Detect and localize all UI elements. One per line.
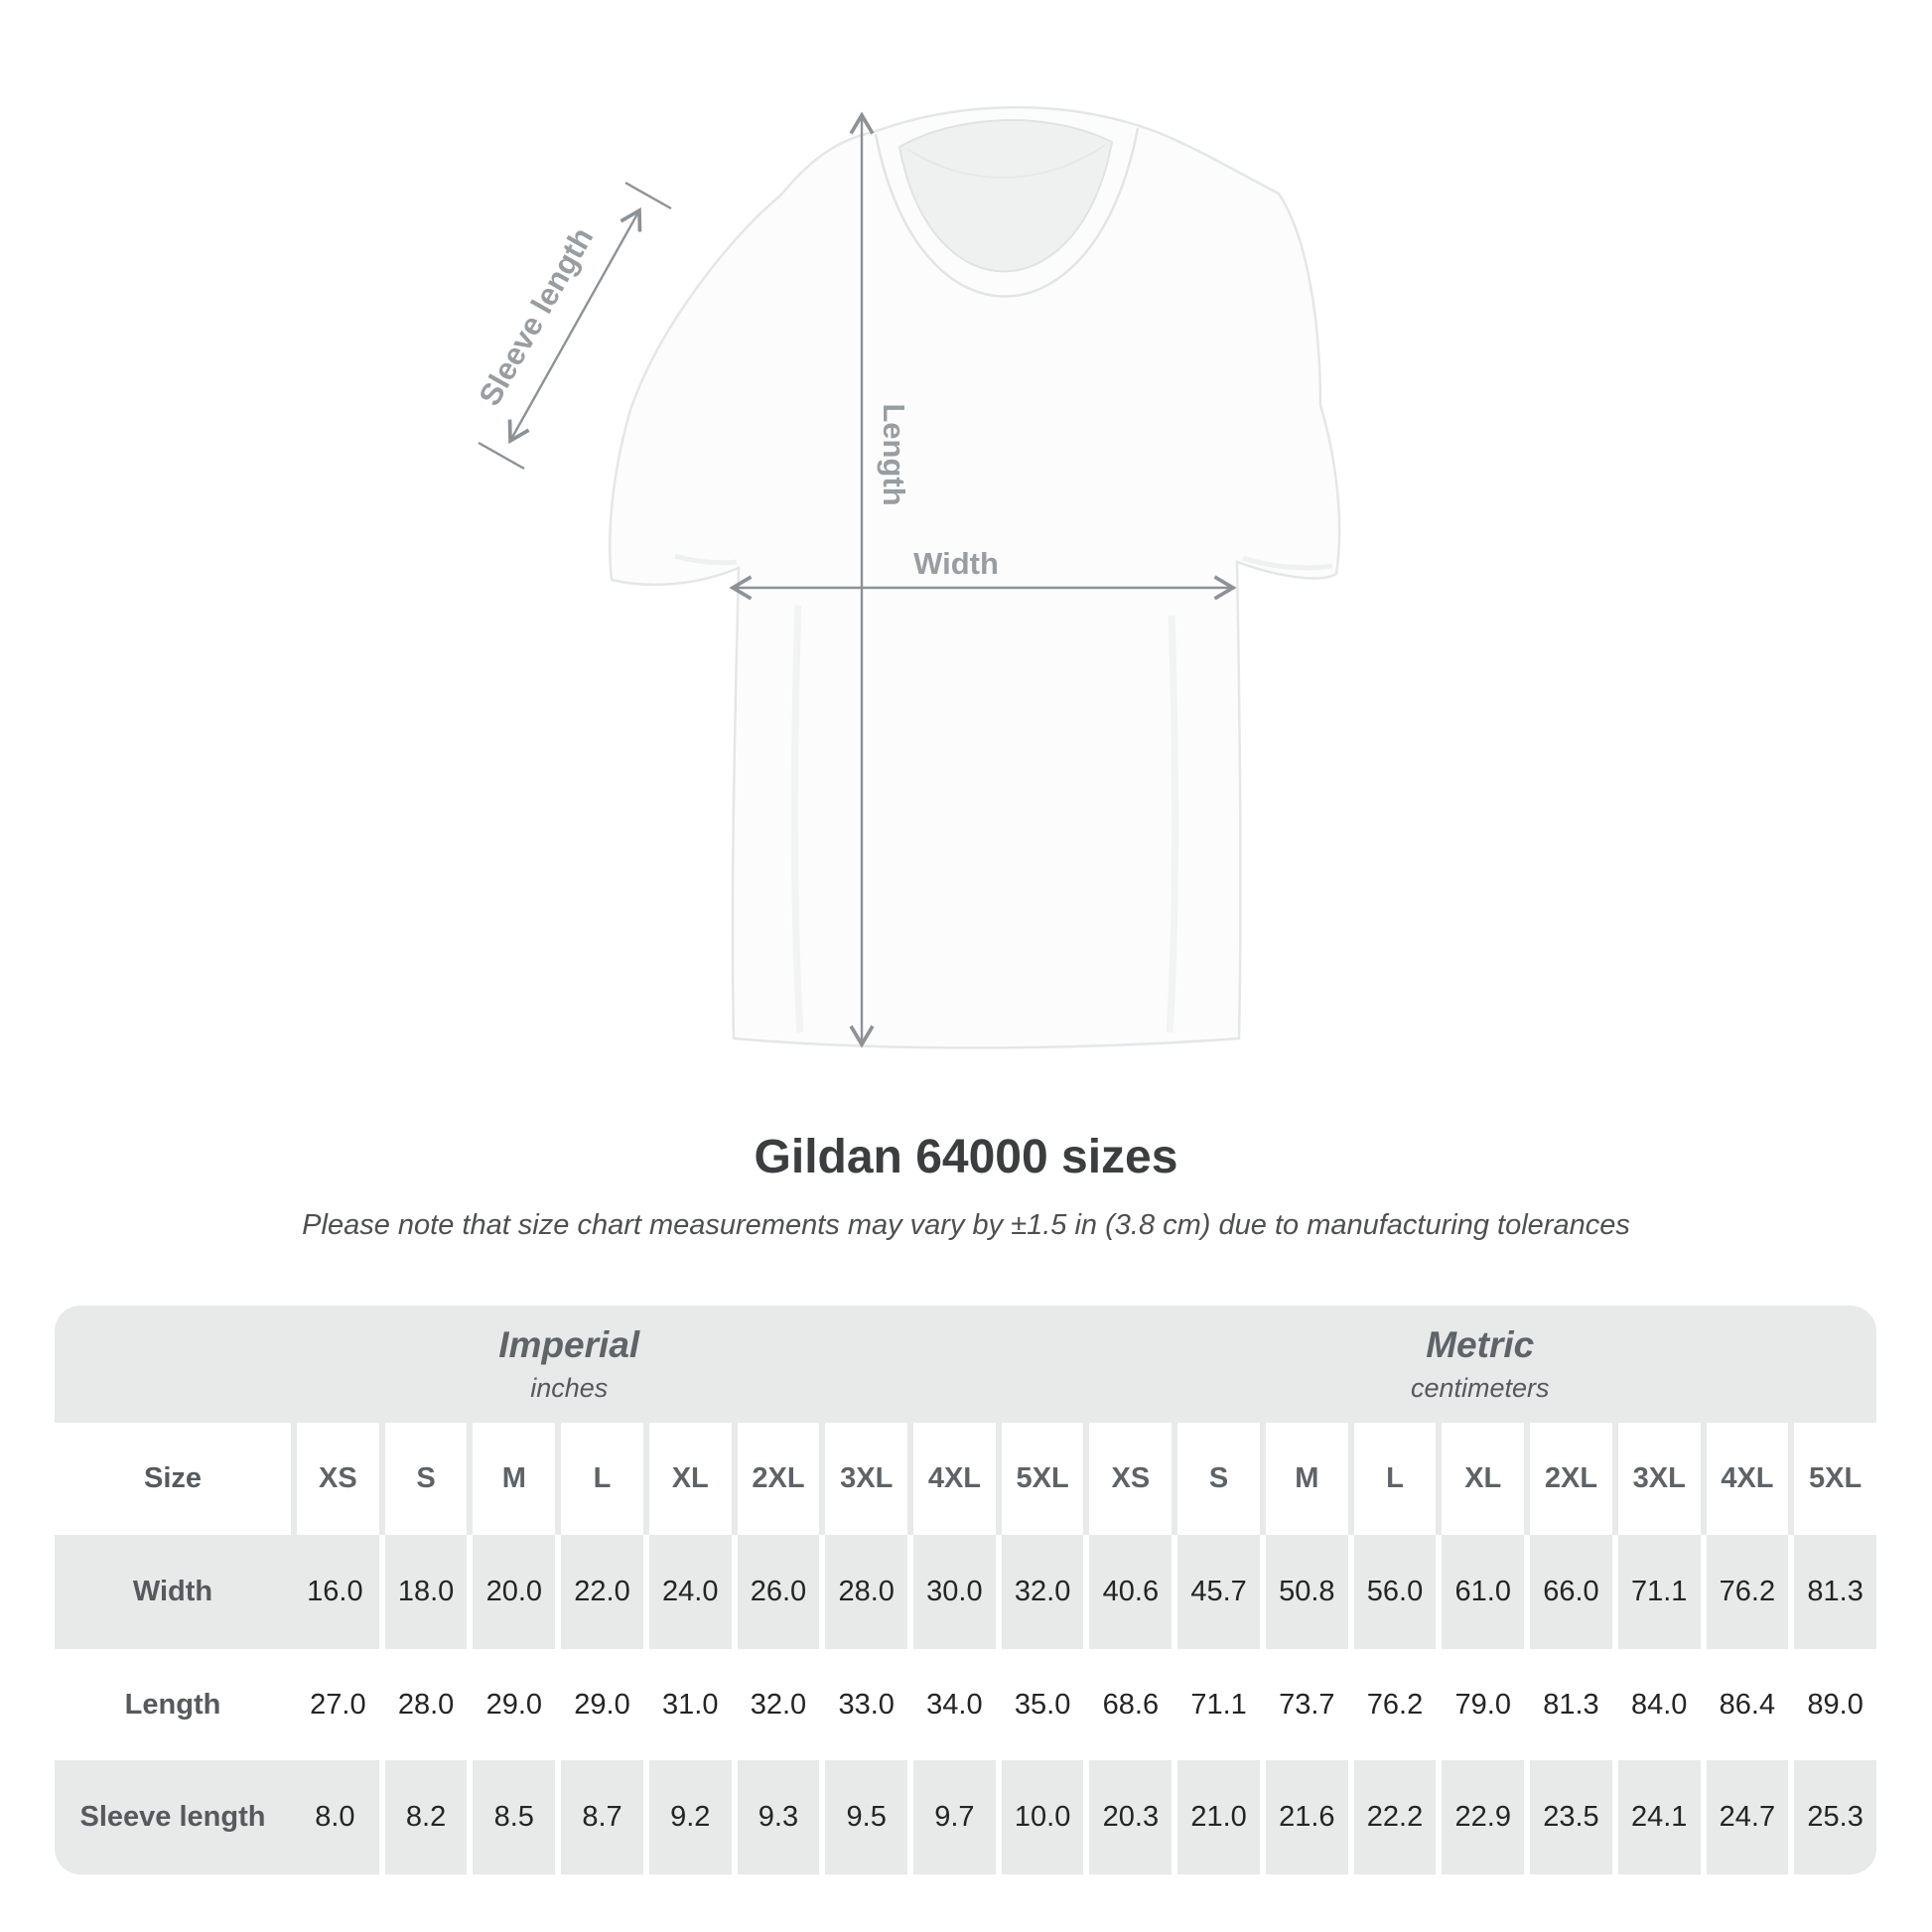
width-label: Width bbox=[913, 546, 999, 581]
sleeve-imperial-xl: 9.2 bbox=[643, 1760, 732, 1874]
imperial-unit: inches bbox=[530, 1373, 609, 1403]
width-metric-m: 50.8 bbox=[1260, 1535, 1348, 1649]
sleeve-length-label: Sleeve length bbox=[472, 221, 601, 412]
sleeve-imperial-xs: 8.0 bbox=[315, 1801, 355, 1833]
width-metric-s: 45.7 bbox=[1172, 1535, 1260, 1649]
size-col-metric-3xl: 3XL bbox=[1612, 1423, 1701, 1535]
length-label: Length bbox=[877, 403, 911, 506]
length-metric-3xl: 84.0 bbox=[1612, 1649, 1701, 1760]
sleeve-metric-3xl: 24.1 bbox=[1612, 1760, 1701, 1874]
page-title: Gildan 64000 sizes bbox=[754, 1131, 1178, 1183]
row-label-length: Length bbox=[55, 1649, 291, 1760]
length-metric-5xl: 89.0 bbox=[1788, 1649, 1876, 1760]
sleeve-metric-xs: 20.3 bbox=[1083, 1760, 1172, 1874]
width-metric-xl: 61.0 bbox=[1436, 1535, 1524, 1649]
width-metric-l: 56.0 bbox=[1348, 1535, 1437, 1649]
size-col-imperial-4xl: 4XL bbox=[907, 1423, 996, 1535]
tolerance-note: Please note that size chart measurements may vary by ±1.5 in (3.8 cm) due to manufacturing tolerances bbox=[302, 1209, 1630, 1241]
size-col-metric-l: L bbox=[1348, 1423, 1437, 1535]
sleeve-imperial-m: 8.5 bbox=[467, 1760, 555, 1874]
width-imperial-m: 20.0 bbox=[467, 1535, 555, 1649]
width-metric-3xl: 71.1 bbox=[1612, 1535, 1701, 1649]
size-col-imperial-5xl: 5XL bbox=[996, 1423, 1084, 1535]
length-metric-s: 71.1 bbox=[1172, 1649, 1260, 1760]
width-imperial-xs: 16.0 bbox=[307, 1576, 363, 1607]
width-imperial-4xl: 30.0 bbox=[907, 1535, 996, 1649]
size-col-imperial-xl: XL bbox=[643, 1423, 732, 1535]
length-imperial-3xl: 33.0 bbox=[819, 1649, 907, 1760]
sleeve-metric-s: 21.0 bbox=[1172, 1760, 1260, 1874]
size-col-imperial-xs: XS bbox=[291, 1423, 379, 1535]
width-imperial-3xl: 28.0 bbox=[819, 1535, 907, 1649]
length-imperial-s: 28.0 bbox=[379, 1649, 468, 1760]
size-col-metric-5xl: 5XL bbox=[1788, 1423, 1876, 1535]
row-label-width: Width bbox=[132, 1576, 213, 1607]
width-metric-5xl: 81.3 bbox=[1788, 1535, 1876, 1649]
sleeve-imperial-5xl: 10.0 bbox=[996, 1760, 1084, 1874]
sleeve-measure-tick-bottom bbox=[479, 443, 524, 469]
sleeve-imperial-s: 8.2 bbox=[379, 1760, 468, 1874]
width-metric-2xl: 66.0 bbox=[1524, 1535, 1612, 1649]
size-col-metric-s: S bbox=[1172, 1423, 1260, 1535]
length-imperial-m: 29.0 bbox=[467, 1649, 555, 1760]
length-metric-xs: 68.6 bbox=[1083, 1649, 1172, 1760]
sleeve-metric-l: 22.2 bbox=[1348, 1760, 1437, 1874]
size-col-imperial-2xl: 2XL bbox=[732, 1423, 820, 1535]
sleeve-measure-tick-top bbox=[625, 183, 671, 208]
size-col-imperial-3xl: 3XL bbox=[819, 1423, 907, 1535]
size-col-imperial-l: L bbox=[555, 1423, 643, 1535]
width-metric-xs: 40.6 bbox=[1083, 1535, 1172, 1649]
sleeve-metric-5xl: 25.3 bbox=[1788, 1760, 1876, 1874]
width-imperial-l: 22.0 bbox=[555, 1535, 643, 1649]
sleeve-metric-4xl: 24.7 bbox=[1701, 1760, 1789, 1874]
width-imperial-2xl: 26.0 bbox=[732, 1535, 820, 1649]
size-col-metric-xs: XS bbox=[1083, 1423, 1172, 1535]
sleeve-imperial-l: 8.7 bbox=[555, 1760, 643, 1874]
size-col-metric-xl: XL bbox=[1436, 1423, 1524, 1535]
metric-label: Metric bbox=[1426, 1324, 1535, 1365]
sleeve-metric-2xl: 23.5 bbox=[1524, 1760, 1612, 1874]
size-col-metric-m: M bbox=[1260, 1423, 1348, 1535]
size-col-metric-4xl: 4XL bbox=[1701, 1423, 1789, 1535]
length-imperial-xs: 27.0 bbox=[291, 1649, 379, 1760]
length-metric-m: 73.7 bbox=[1260, 1649, 1348, 1760]
sleeve-metric-xl: 22.9 bbox=[1436, 1760, 1524, 1874]
length-imperial-4xl: 34.0 bbox=[907, 1649, 996, 1760]
length-metric-xl: 79.0 bbox=[1436, 1649, 1524, 1760]
row-label-sleeve: Sleeve length bbox=[79, 1801, 266, 1833]
width-metric-4xl: 76.2 bbox=[1701, 1535, 1789, 1649]
sleeve-imperial-3xl: 9.5 bbox=[819, 1760, 907, 1874]
size-header: Size bbox=[55, 1423, 291, 1535]
sleeve-imperial-4xl: 9.7 bbox=[907, 1760, 996, 1874]
length-imperial-5xl: 35.0 bbox=[996, 1649, 1084, 1760]
size-col-imperial-m: M bbox=[467, 1423, 555, 1535]
imperial-label: Imperial bbox=[498, 1324, 640, 1365]
metric-banner bbox=[1083, 1306, 1876, 1423]
length-imperial-2xl: 32.0 bbox=[732, 1649, 820, 1760]
length-metric-4xl: 86.4 bbox=[1701, 1649, 1789, 1760]
size-col-metric-2xl: 2XL bbox=[1524, 1423, 1612, 1535]
size-col-imperial-s: S bbox=[379, 1423, 468, 1535]
width-imperial-xl: 24.0 bbox=[643, 1535, 732, 1649]
length-metric-l: 76.2 bbox=[1348, 1649, 1437, 1760]
width-imperial-s: 18.0 bbox=[379, 1535, 468, 1649]
size-table bbox=[55, 1306, 1876, 1874]
width-imperial-5xl: 32.0 bbox=[996, 1535, 1084, 1649]
sleeve-imperial-2xl: 9.3 bbox=[732, 1760, 820, 1874]
metric-unit: centimeters bbox=[1410, 1373, 1550, 1403]
length-metric-2xl: 81.3 bbox=[1524, 1649, 1612, 1760]
imperial-banner bbox=[55, 1306, 1083, 1423]
length-imperial-l: 29.0 bbox=[555, 1649, 643, 1760]
length-imperial-xl: 31.0 bbox=[643, 1649, 732, 1760]
sleeve-metric-m: 21.6 bbox=[1260, 1760, 1348, 1874]
